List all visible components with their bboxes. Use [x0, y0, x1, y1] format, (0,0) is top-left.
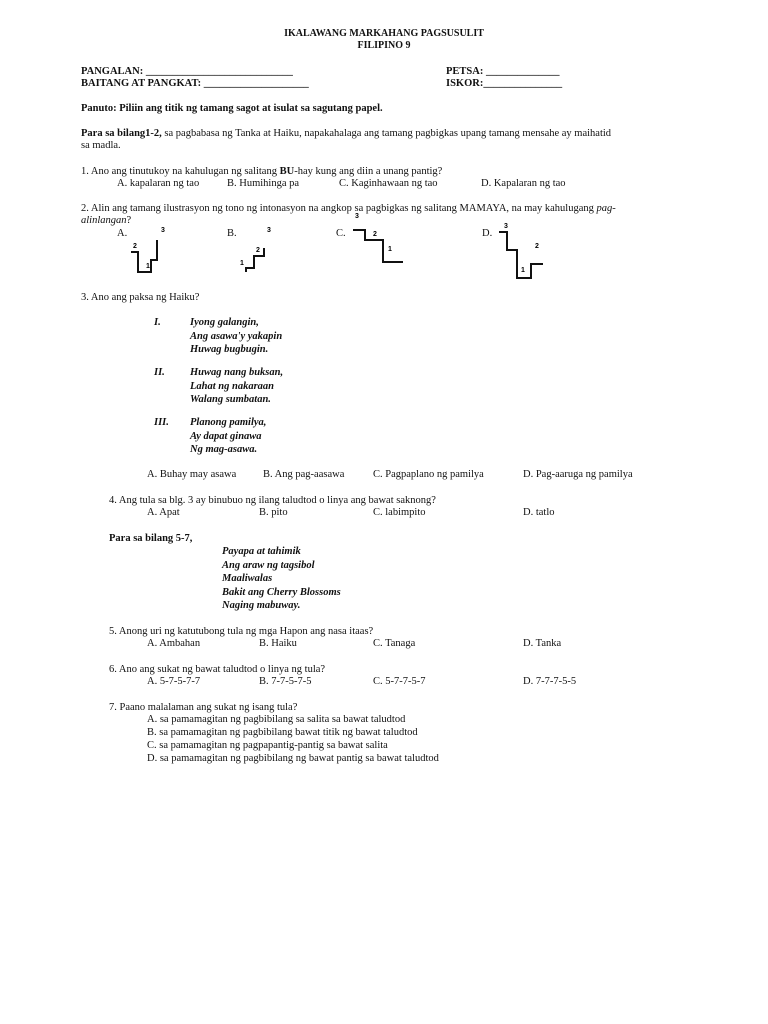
pitch-b-label-3: 3	[267, 227, 271, 234]
question-3-choice-a: A. Buhay may asawa	[147, 469, 237, 480]
para-1-2-text-line2: sa madla.	[81, 140, 121, 151]
question-5-choice-b: B. Haiku	[259, 638, 297, 649]
question-3-choice-d: D. Pag-aaruga ng pamilya	[523, 469, 633, 480]
question-2-italic-word: alinlangan	[81, 215, 127, 226]
pitch-line-b	[246, 248, 264, 272]
question-5: 5. Anong uri ng katutubong tula ng mga Hapon ang nasa itaas?	[109, 626, 374, 637]
pitch-c-label-3: 3	[355, 213, 359, 220]
question-5-choice-a: A. Ambahan	[147, 638, 201, 649]
question-2-mark: ?	[126, 215, 132, 226]
stanza-1-line-2: Ang asawa'y yakapin	[190, 330, 283, 342]
stanza-3-numeral: III.	[154, 417, 169, 428]
stanza-1-numeral: I.	[154, 317, 161, 328]
poem-line-1: Payapa at tahimik	[222, 546, 301, 557]
poem-line-3: Maaliwalas	[222, 573, 273, 584]
question-1-post: -hay kung ang diin a unang pantig?	[294, 166, 443, 177]
stanza-1-line-1: Iyong galangin,	[190, 317, 259, 328]
question-3-choice-b: B. Ang pag-aasawa	[263, 469, 345, 480]
pitch-b-label-1: 1	[240, 260, 244, 267]
score-field: ISKOR:_______________	[446, 78, 563, 89]
poem-line-4: Bakit ang Cherry Blossoms	[222, 586, 341, 598]
pitch-diagram-d	[495, 222, 555, 284]
question-6-choice-c: C. 5-7-7-5-7	[373, 676, 426, 687]
question-2-text: 2. Alin ang tamang ilustrasyon ng tono ng intonasyon na angkop sa pagbigkas ng salitang MAMAYA, na may kahulugang	[81, 203, 597, 214]
question-2-italic: pag-	[596, 203, 616, 214]
question-4: 4. Ang tula sa blg. 3 ay binubuo ng ilang taludtod o linya ang bawat saknong?	[109, 495, 436, 506]
pitch-c-label-1: 1	[388, 246, 392, 253]
question-3-choice-c: C. Pagpaplano ng pamilya	[373, 469, 484, 480]
pitch-diagram-c	[347, 210, 407, 266]
question-5-choice-c: C. Tanaga	[373, 638, 416, 649]
stanza-2-numeral: II.	[154, 367, 165, 378]
para-1-2-intro	[81, 128, 611, 141]
poem-line-2: Ang araw ng tagsibol	[222, 559, 315, 571]
question-1-bold: BU	[279, 166, 295, 177]
question-2-label-b: B.	[227, 228, 237, 239]
question-2-label-d: D.	[482, 228, 493, 239]
stanza-2-line-1: Huwag nang buksan,	[190, 367, 284, 378]
poem-line-5: Naging mabuway.	[222, 600, 301, 611]
pitch-a-label-2: 2	[133, 243, 137, 250]
stanza-2	[190, 366, 283, 407]
stanza-1	[190, 316, 282, 357]
question-6-choice-b: B. 7-7-5-7-5	[259, 676, 312, 687]
question-4-choice-c: C. labimpito	[373, 507, 426, 518]
instructions: Panuto: Piliin ang titik ng tamang sagot at isulat sa sagutang papel.	[81, 103, 383, 114]
stanza-3-line-3: Ng mag-asawa.	[190, 444, 258, 455]
question-7-choice-c: C. sa pamamagitan ng pagpapantig-pantig sa bawat salita	[147, 740, 388, 751]
pitch-diagram-a	[125, 222, 175, 278]
pitch-a-label-3: 3	[161, 227, 165, 234]
question-2-line2	[81, 215, 131, 228]
question-1-choice-c: C. Kaginhawaan ng tao	[339, 178, 438, 189]
exam-subject: FILIPINO 9	[357, 40, 411, 51]
para-1-2-label: Para sa bilang1-2,	[81, 128, 162, 139]
question-3: 3. Ano ang paksa ng Haiku?	[81, 292, 200, 303]
grade-section-field: BAITANG AT PANGKAT: ____________________	[81, 78, 309, 89]
pitch-a-label-1: 1	[146, 263, 150, 270]
question-7-choice-d: D. sa pamamagitan ng pagbibilang ng bawat pantig sa bawat taludtod	[147, 753, 439, 764]
para-1-2-text: sa pagbabasa ng Tanka at Haiku, napakahalaga ang tamang pagbigkas upang tamang mensahe ay maihatid	[161, 128, 612, 139]
question-7-choice-a: A. sa pamamagitan ng pagbibilang sa salita sa bawat taludtod	[147, 714, 406, 725]
poem-5-7	[222, 545, 341, 613]
question-6: 6. Ano ang sukat ng bawat taludtod o linya ng tula?	[109, 664, 326, 675]
question-4-choice-a: A. Apat	[147, 507, 180, 518]
pitch-d-label-1: 1	[521, 267, 525, 274]
pitch-line-c	[353, 230, 403, 262]
name-field: PANGALAN: ____________________________	[81, 66, 293, 77]
question-1-choice-d: D. Kapalaran ng tao	[481, 178, 566, 189]
question-6-choice-a: A. 5-7-5-7-7	[147, 676, 201, 687]
para-5-7-label: Para sa bilang 5-7,	[109, 533, 193, 544]
question-1	[81, 166, 442, 179]
question-1-pre: 1. Ano ang tinutukoy na kahulugan ng salitang	[81, 166, 280, 177]
question-4-choice-b: B. pito	[259, 507, 288, 518]
question-2-label-a: A.	[117, 228, 128, 239]
pitch-b-label-2: 2	[256, 247, 260, 254]
stanza-3-line-2: Ay dapat ginawa	[190, 430, 262, 442]
stanza-3-line-1: Planong pamilya,	[190, 417, 267, 428]
date-field: PETSA: ______________	[446, 66, 560, 77]
question-1-choice-a: A. kapalaran ng tao	[117, 178, 200, 189]
question-5-choice-d: D. Tanka	[523, 638, 562, 649]
question-6-choice-d: D. 7-7-7-5-5	[523, 676, 577, 687]
question-7-choice-b: B. sa pamamagitan ng pagbibilang bawat titik ng bawat taludtod	[147, 727, 418, 738]
stanza-2-line-3: Walang sumbatan.	[190, 394, 271, 405]
stanza-2-line-2: Lahat ng nakaraan	[190, 380, 275, 392]
question-7: 7. Paano malalaman ang sukat ng isang tula?	[109, 702, 298, 713]
question-4-choice-d: D. tatlo	[523, 507, 555, 518]
pitch-d-label-3: 3	[504, 223, 508, 230]
pitch-d-label-2: 2	[535, 243, 539, 250]
question-2-label-c: C.	[336, 228, 346, 239]
exam-title: IKALAWANG MARKAHANG PAGSUSULIT	[284, 28, 484, 39]
question-1-choice-b: B. Humihinga pa	[227, 178, 300, 189]
stanza-1-line-3: Huwag bugbugin.	[190, 344, 269, 355]
stanza-3	[190, 416, 266, 457]
pitch-diagram-b	[232, 222, 282, 278]
pitch-c-label-2: 2	[373, 231, 377, 238]
